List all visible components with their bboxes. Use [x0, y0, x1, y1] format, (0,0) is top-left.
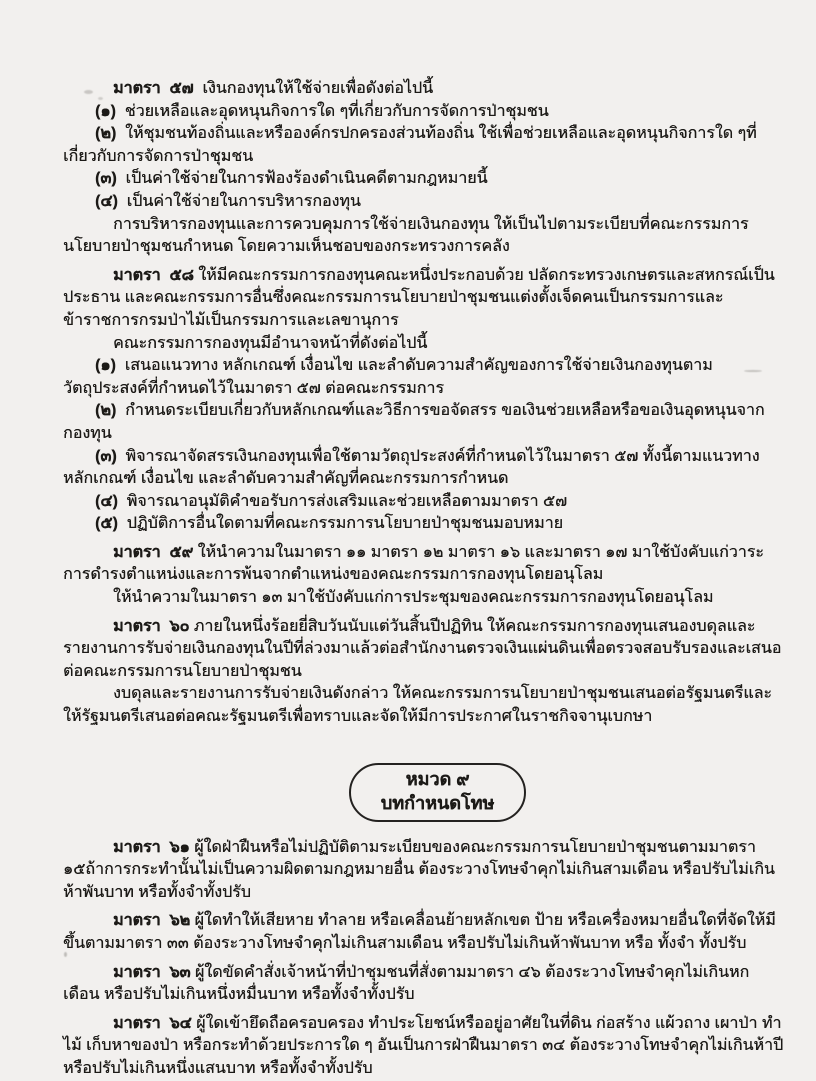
paragraph-text: ให้ชุมชนท้องถิ่นและหรือองค์กรปกครองส่วนท้องถิ่น ใช้เพื่อช่วยเหลือและอุดหนุนกิจการใด ๆที่เกี่ยวกับการจัดการป่าชุมชน [63, 125, 757, 165]
section-number: มาตรา ๖๒ [113, 912, 191, 930]
paragraph-section-63 [63, 962, 784, 1007]
item-number: (๕) [95, 515, 118, 533]
item-number: (๒) [95, 402, 117, 420]
list-item-1 [63, 101, 784, 124]
paragraph-text: พิจารณาอนุมัติคำขอรับการส่งเสริมและช่วยเหลือตามมาตรา ๕๗ [117, 492, 568, 510]
paragraph-text: ผู้ใดขัดคำสั่งเจ้าหน้าที่ป่าชุมชนที่สั่งตามมาตรา ๔๖ ต้องระวางโทษจำคุกไม่เกินหกเดือน หรือปรับไม่เกินหนึ่งหมื่นบาท หรือทั้งจำทั้งปรับ [63, 963, 750, 1004]
paragraph-text: ให้นำความในมาตรา ๑๑ มาตรา ๑๒ มาตรา ๑๖ และมาตรา ๑๗ มาใช้บังคับแก่วาระการดำรงตำแหน่งและการพ้นจากตำแหน่งของคณะกรรมการกองทุนโดยอนุโลม [63, 543, 764, 584]
paragraph-section-60 [63, 616, 784, 684]
paragraph-text: ให้นำความในมาตรา ๑๓ มาใช้บังคับแก่การประชุมของคณะกรรมการกองทุนโดยอนุโลม [113, 589, 714, 607]
paragraph-text: ช่วยเหลือและอุดหนุนกิจการใด ๆที่เกี่ยวกับการจัดการป่าชุมชน [115, 102, 549, 120]
list-item-2b [63, 400, 784, 445]
item-number: (๔) [95, 192, 118, 210]
paragraph-committee-powers-intro [63, 333, 784, 356]
chapter-subtitle: บทกำหนดโทษ [380, 792, 495, 813]
paragraph-text: ผู้ใดทำให้เสียหาย ทำลาย หรือเคลื่อนย้ายหลักเขต ป้าย หรือเครื่องหมายอื่นใดที่จัดให้มีขึ้นตามมาตรา ๓๓ ต้องระวางโทษจำคุกไม่เกินสามเดือน หรือปรับไม่เกินห้าพันบาท หรือ ทั้งจำ ทั้งปรับ [63, 912, 776, 952]
section-number: มาตรา ๖๔ [113, 1014, 192, 1032]
item-number: (๑) [95, 102, 116, 120]
paragraph-text: ให้มีคณะกรรมการกองทุนคณะหนึ่งประกอบด้วย ปลัดกระทรวงเกษตรและสหกรณ์เป็นประธาน และคณะกรรมการอื่นซึ่งคณะกรรมการนโยบายป่าชุมชนแต่งตั้งเจ็ดคนเป็นกรรมการและข้าราชการกรมป่าไม้เป็นกรรมการและเลขานุการ [63, 266, 775, 329]
scan-noise-speck [98, 97, 103, 100]
section-number: มาตรา ๕๙ [113, 543, 194, 561]
chapter-heading-badge [349, 763, 527, 822]
item-number: (๓) [95, 447, 117, 465]
paragraph-text: คณะกรรมการกองทุนมีอำนาจหน้าที่ดังต่อไปนี้ [113, 334, 428, 352]
paragraph-text: ปฏิบัติการอื่นใดตามที่คณะกรรมการนโยบายป่าชุมชนมอบหมาย [117, 515, 563, 533]
paragraph-section-58 [63, 265, 784, 333]
paragraph-text: เป็นค่าใช้จ่ายในการบริหารกองทุน [117, 192, 361, 210]
item-number: (๒) [95, 125, 117, 143]
paragraph-section-62 [63, 910, 784, 955]
list-item-3 [63, 168, 784, 191]
section-number: มาตรา ๖๓ [113, 963, 191, 981]
paragraph-section-57 [63, 78, 784, 101]
item-number: (๓) [95, 170, 117, 188]
list-item-5b [63, 513, 784, 536]
section-number: มาตรา ๕๗ [113, 80, 194, 97]
list-item-2 [63, 123, 784, 168]
paragraph-text: ภายในหนึ่งร้อยยี่สิบวันนับแต่วันสิ้นปีปฏิทิน ให้คณะกรรมการกองทุนเสนองบดุลและรายงานการรับจ่ายเงินกองทุนในปีที่ล่วงมาแล้วต่อสำนักงานตรวจเงินแผ่นดินเพื่อตรวจสอบรับรองและเสนอต่อคณะกรรมการนโยบายป่าชุมชน [63, 617, 782, 680]
list-item-1b [63, 355, 784, 400]
section-number: มาตรา ๕๘ [113, 266, 194, 284]
list-item-4 [63, 191, 784, 214]
scan-noise-speck [64, 952, 67, 957]
paragraph-text: เสนอแนวทาง หลักเกณฑ์ เงื่อนไข และลำดับความสำคัญของการใช้จ่ายเงินกองทุนตามวัตถุประสงค์ที่กำหนดไว้ในมาตรา ๕๗ ต่อคณะกรรมการ [63, 357, 713, 397]
chapter-heading-row [63, 763, 784, 822]
paragraph-section-59-cont [63, 587, 784, 610]
paragraph-text: ผู้ใดฝ่าฝืนหรือไม่ปฏิบัติตามระเบียบของคณะกรรมการนโยบายป่าชุมชนตามมาตรา ๑๕ถ้าการกระทำนั้นไม่เป็นความผิดตามกฎหมายอื่น ต้องระวางโทษจำคุกไม่เกินสามเดือน หรือปรับไม่เกินห้าพันบาท หรือทั้งจำทั้งปรับ [63, 838, 775, 901]
list-item-4b [63, 491, 784, 514]
paragraph-text: ผู้ใดเข้ายึดถือครอบครอง ทำประโยชน์หรืออยู่อาศัยในที่ดิน ก่อสร้าง แผ้วถาง เผาป่า ทำไม้ เก็บหาของป่า หรือกระทำด้วยประการใด ๆ อันเป็นการฝ่าฝืนมาตรา ๓๔ ต้องระวางโทษจำคุกไม่เกินห้าปี หรือปรับไม่เกินหนึ่งแสนบาท หรือทั้งจำทั้งปรับ [63, 1014, 788, 1077]
section-number: มาตรา ๖๑ [113, 838, 190, 856]
item-number: (๑) [95, 357, 116, 375]
list-item-3b [63, 446, 784, 491]
item-number: (๔) [95, 492, 118, 510]
section-number: มาตรา ๖๐ [113, 617, 190, 635]
chapter-title: หมวด ๙ [405, 768, 470, 789]
paragraph-text: กำหนดระเบียบเกี่ยวกับหลักเกณฑ์และวิธีการขอจัดสรร ขอเงินช่วยเหลือหรือขอเงินอุดหนุนจากกองทุน [63, 402, 765, 442]
scan-noise-speck [744, 370, 762, 372]
paragraph-section-60-cont [63, 683, 784, 728]
paragraph-section-59 [63, 542, 784, 587]
paragraph-text: เป็นค่าใช้จ่ายในการฟ้องร้องดำเนินคดีตามกฎหมายนี้ [116, 170, 488, 188]
paragraph-text: เงินกองทุนให้ใช้จ่ายเพื่อดังต่อไปนี้ [193, 80, 433, 97]
paragraph-section-64 [63, 1013, 788, 1081]
paragraph-text: การบริหารกองทุนและการควบคุมการใช้จ่ายเงินกองทุน ให้เป็นไปตามระเบียบที่คณะกรรมการนโยบายป่าชุมชนกำหนด โดยความเห็นชอบของกระทรวงการคลัง [63, 215, 749, 256]
paragraph-section-61 [63, 837, 784, 905]
paragraph-text: งบดุลและรายงานการรับจ่ายเงินดังกล่าว ให้คณะกรรมการนโยบายป่าชุมชนเสนอต่อรัฐมนตรีและให้รัฐมนตรีเสนอต่อคณะรัฐมนตรีเพื่อทราบและจัดให้มีการประกาศในราชกิจจานุเบกษา [63, 685, 772, 726]
paragraph-text: พิจารณาจัดสรรเงินกองทุนเพื่อใช้ตามวัตถุประสงค์ที่กำหนดไว้ในมาตรา ๕๗ ทั้งนี้ตามแนวทาง หลักเกณฑ์ เงื่อนไข และลำดับความสำคัญที่คณะกรรมการกำหนด [63, 447, 764, 488]
scan-noise-speck [84, 90, 93, 94]
paragraph-fund-administration [63, 214, 784, 259]
